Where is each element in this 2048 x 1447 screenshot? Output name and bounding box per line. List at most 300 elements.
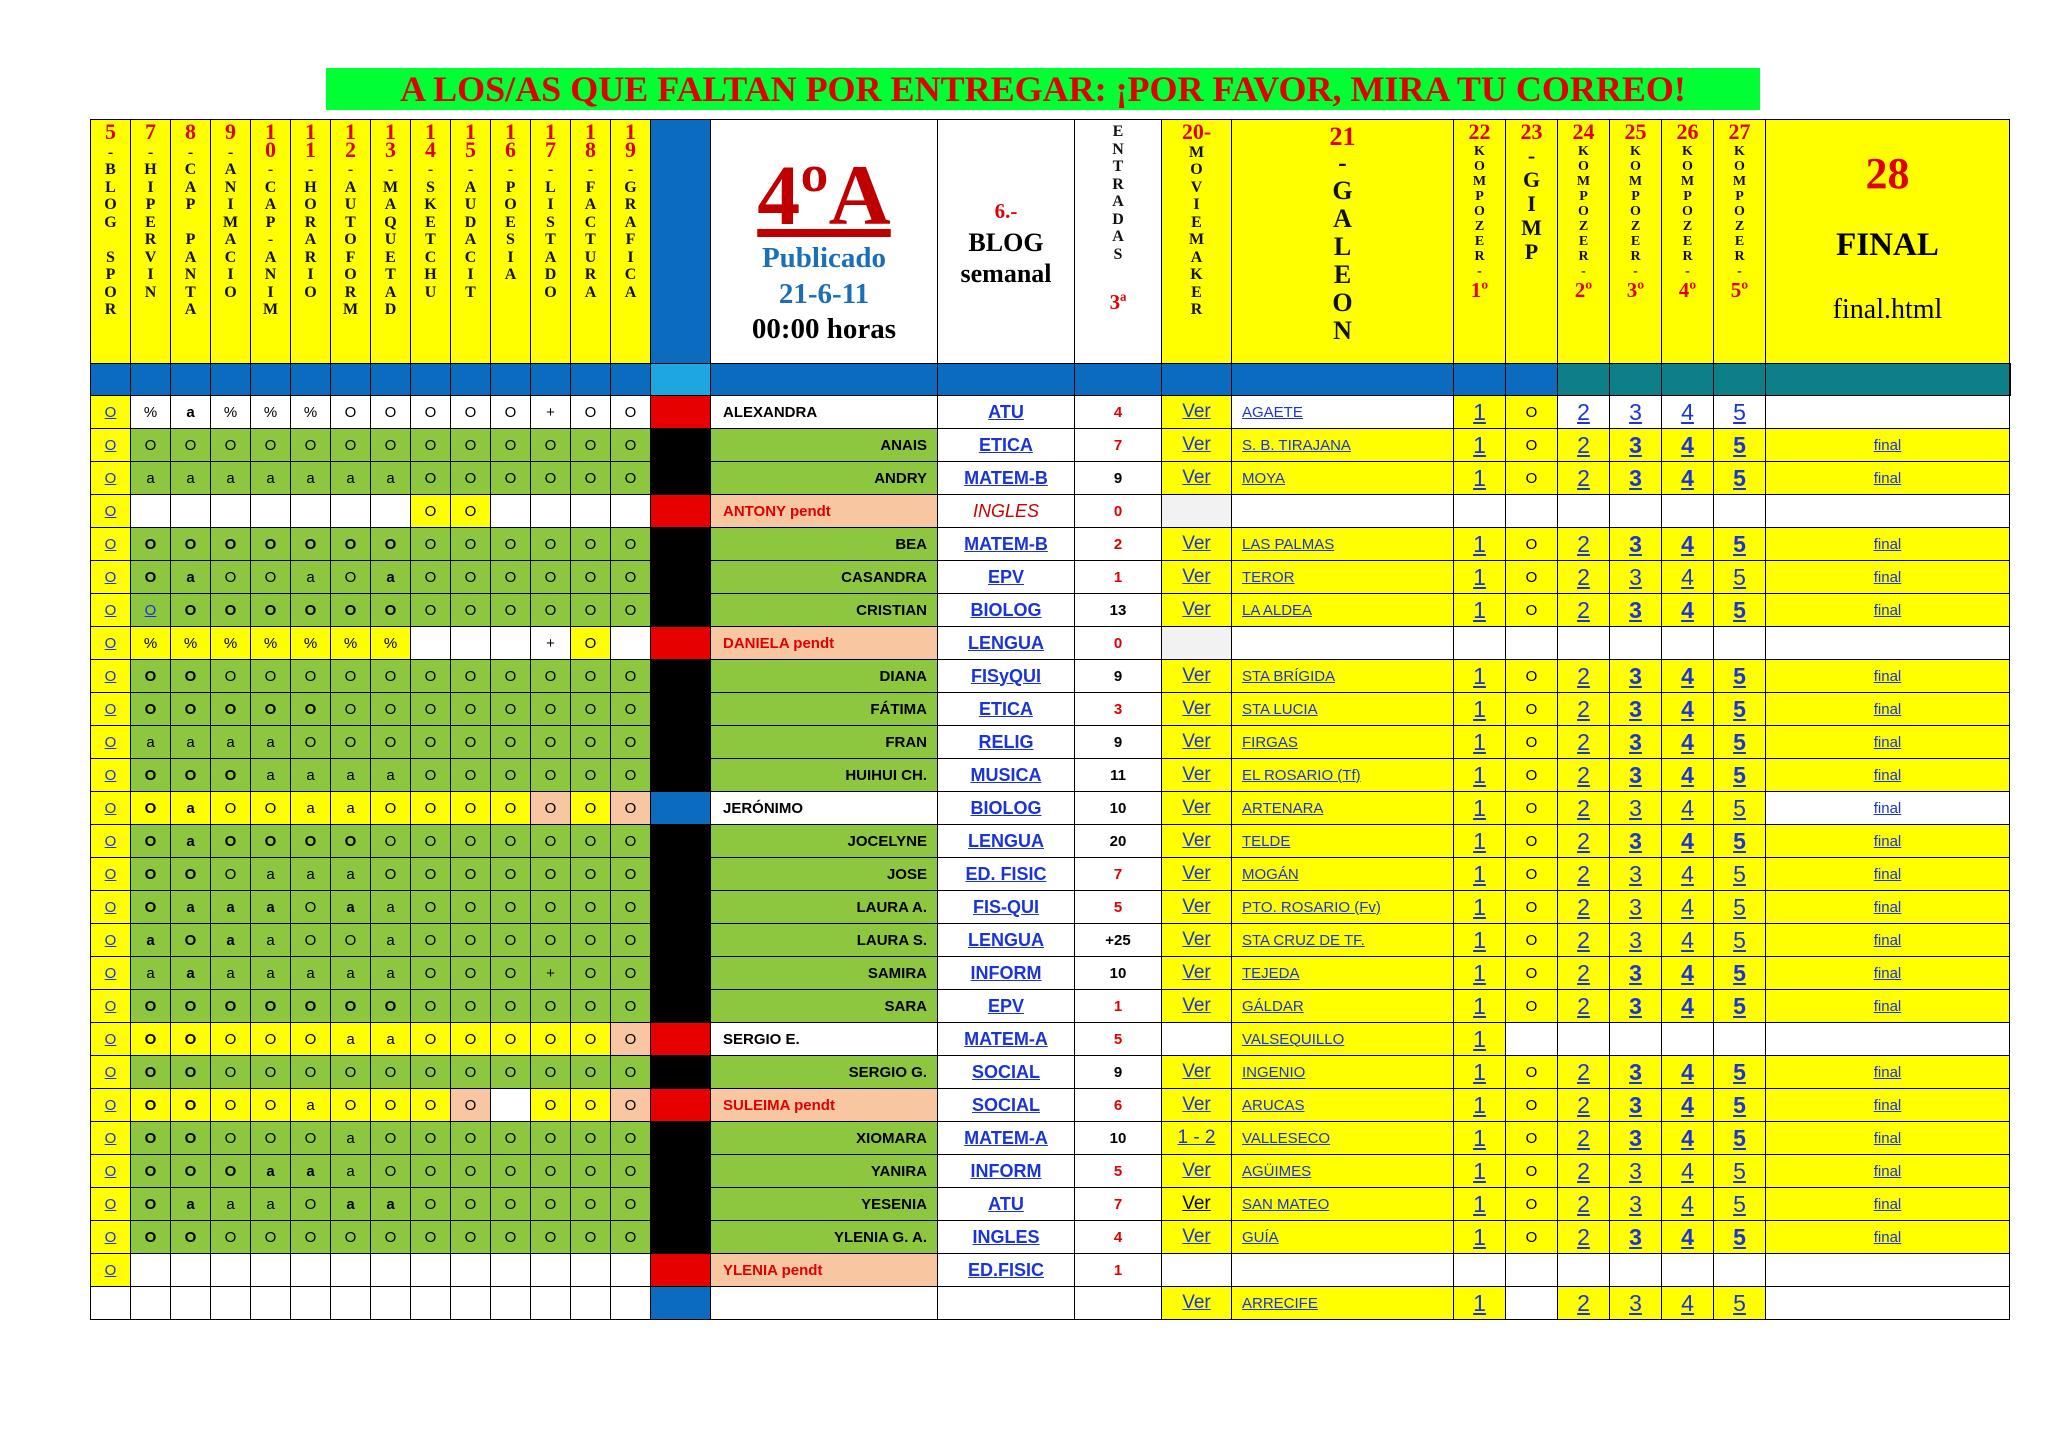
blog-subject-link[interactable] [938, 759, 1075, 792]
galeon-link[interactable]: ARRECIFE [1232, 1287, 1454, 1320]
kompozer-link[interactable] [1610, 1221, 1662, 1254]
moviemaker-link-text[interactable]: Ver [1182, 863, 1211, 884]
kompozer-link[interactable] [1714, 1122, 1766, 1155]
final-link[interactable]: final [1766, 1188, 2010, 1221]
kompozer-link[interactable] [1714, 1221, 1766, 1254]
blog-subject-text[interactable]: MATEM-A [964, 1127, 1048, 1148]
blog-subject-link[interactable] [938, 891, 1075, 924]
task-cell[interactable]: O [91, 990, 131, 1023]
kompozer-1-link-text[interactable]: 1 [1473, 1025, 1486, 1052]
blog-subject-link[interactable] [938, 1221, 1075, 1254]
kompozer-link-text[interactable]: 2 [1577, 860, 1590, 887]
kompozer-link[interactable] [1714, 1287, 1766, 1320]
kompozer-1-link[interactable] [1454, 1188, 1506, 1221]
blog-subject-link[interactable] [938, 495, 1075, 528]
kompozer-link[interactable] [1662, 1287, 1714, 1320]
kompozer-link[interactable] [1662, 726, 1714, 759]
moviemaker-link[interactable] [1162, 528, 1232, 561]
kompozer-link[interactable] [1558, 1221, 1610, 1254]
task-cell[interactable]: O [91, 1155, 131, 1188]
final-link[interactable]: final [1766, 825, 2010, 858]
kompozer-link[interactable] [1714, 660, 1766, 693]
kompozer-link-text[interactable]: 5 [1733, 827, 1746, 854]
blog-subject-link[interactable] [938, 660, 1075, 693]
kompozer-link[interactable] [1714, 1155, 1766, 1188]
moviemaker-link-text[interactable]: Ver [1182, 665, 1211, 686]
blog-subject-text[interactable]: INFORM [970, 1160, 1042, 1181]
blog-subject-text[interactable]: LENGUA [968, 929, 1044, 950]
kompozer-1-link[interactable] [1454, 990, 1506, 1023]
final-link[interactable]: final [1766, 858, 2010, 891]
moviemaker-link[interactable] [1162, 957, 1232, 990]
kompozer-link[interactable] [1558, 891, 1610, 924]
kompozer-link-text[interactable]: 5 [1733, 398, 1746, 425]
galeon-link[interactable]: ARUCAS [1232, 1089, 1454, 1122]
kompozer-link[interactable] [1662, 528, 1714, 561]
blog-subject-text[interactable]: LENGUA [968, 830, 1044, 851]
kompozer-link-text[interactable]: 3 [1629, 794, 1642, 821]
kompozer-1-link-text[interactable]: 1 [1473, 1157, 1486, 1184]
blog-subject-text[interactable]: MATEM-A [964, 1028, 1048, 1049]
kompozer-link[interactable] [1558, 1188, 1610, 1221]
kompozer-link[interactable] [1714, 957, 1766, 990]
galeon-link[interactable]: GÁLDAR [1232, 990, 1454, 1023]
task-cell[interactable]: O [91, 1023, 131, 1056]
kompozer-link-text[interactable]: 3 [1629, 563, 1642, 590]
kompozer-link[interactable] [1714, 990, 1766, 1023]
kompozer-link-text[interactable]: 4 [1681, 761, 1694, 788]
kompozer-link[interactable] [1558, 528, 1610, 561]
kompozer-1-link-text[interactable]: 1 [1473, 695, 1486, 722]
kompozer-1-link-text[interactable]: 1 [1473, 728, 1486, 755]
kompozer-link-text[interactable]: 4 [1681, 530, 1694, 557]
kompozer-link-text[interactable]: 4 [1681, 959, 1694, 986]
kompozer-link-text[interactable]: 3 [1629, 728, 1642, 755]
kompozer-1-link[interactable] [1454, 660, 1506, 693]
task-cell[interactable]: O [91, 1254, 131, 1287]
blog-subject-link[interactable] [938, 1254, 1075, 1287]
kompozer-link-text[interactable]: 5 [1733, 794, 1746, 821]
kompozer-1-link-text[interactable]: 1 [1473, 761, 1486, 788]
kompozer-link[interactable] [1558, 1122, 1610, 1155]
kompozer-link[interactable] [1610, 594, 1662, 627]
kompozer-link[interactable] [1714, 792, 1766, 825]
kompozer-link[interactable] [1662, 1122, 1714, 1155]
kompozer-link-text[interactable]: 3 [1629, 959, 1642, 986]
kompozer-1-link[interactable] [1454, 1155, 1506, 1188]
moviemaker-link[interactable] [1162, 759, 1232, 792]
kompozer-link-text[interactable]: 3 [1629, 1124, 1642, 1151]
kompozer-link-text[interactable]: 2 [1577, 893, 1590, 920]
task-cell[interactable]: O [91, 924, 131, 957]
blog-subject-text[interactable]: SOCIAL [971, 1094, 1040, 1115]
kompozer-1-link[interactable] [1454, 429, 1506, 462]
final-link[interactable]: final [1766, 891, 2010, 924]
final-link[interactable]: final [1766, 792, 2010, 825]
galeon-link[interactable]: AGAETE [1232, 396, 1454, 429]
galeon-link[interactable]: SAN MATEO [1232, 1188, 1454, 1221]
kompozer-1-link[interactable] [1454, 858, 1506, 891]
moviemaker-link-text[interactable]: Ver [1182, 1094, 1211, 1115]
kompozer-link[interactable] [1610, 792, 1662, 825]
moviemaker-link[interactable] [1162, 1221, 1232, 1254]
task-cell[interactable]: O [91, 627, 131, 660]
kompozer-1-link[interactable] [1454, 792, 1506, 825]
task-cell[interactable]: O [91, 825, 131, 858]
kompozer-link[interactable] [1610, 693, 1662, 726]
blog-subject-link[interactable] [938, 990, 1075, 1023]
moviemaker-link-text[interactable]: Ver [1182, 566, 1211, 587]
kompozer-1-link[interactable] [1454, 396, 1506, 429]
kompozer-link[interactable] [1714, 858, 1766, 891]
task-cell[interactable]: O [91, 858, 131, 891]
kompozer-1-link-text[interactable]: 1 [1473, 827, 1486, 854]
final-link[interactable]: final [1766, 726, 2010, 759]
kompozer-link[interactable] [1558, 693, 1610, 726]
kompozer-link[interactable] [1714, 429, 1766, 462]
kompozer-link[interactable] [1610, 759, 1662, 792]
final-link[interactable]: final [1766, 462, 2010, 495]
kompozer-link[interactable] [1610, 1122, 1662, 1155]
blog-subject-text[interactable]: ED.FISIC [967, 1259, 1044, 1280]
kompozer-link-text[interactable]: 2 [1577, 827, 1590, 854]
task-cell[interactable]: O [91, 561, 131, 594]
kompozer-link[interactable] [1610, 429, 1662, 462]
kompozer-link-text[interactable]: 5 [1733, 563, 1746, 590]
final-link[interactable]: final [1766, 990, 2010, 1023]
blog-subject-text[interactable]: FIS-QUI [973, 896, 1039, 917]
galeon-link[interactable]: STA LUCIA [1232, 693, 1454, 726]
kompozer-link[interactable] [1558, 1056, 1610, 1089]
moviemaker-link[interactable] [1162, 1122, 1232, 1155]
kompozer-1-link-text[interactable]: 1 [1473, 662, 1486, 689]
blog-subject-text[interactable]: MUSICA [970, 764, 1042, 785]
kompozer-link[interactable] [1662, 561, 1714, 594]
kompozer-link[interactable] [1662, 1188, 1714, 1221]
blog-subject-link[interactable] [938, 693, 1075, 726]
kompozer-link-text[interactable]: 4 [1681, 992, 1694, 1019]
kompozer-link[interactable] [1610, 528, 1662, 561]
blog-subject-link[interactable] [938, 858, 1075, 891]
kompozer-link-text[interactable]: 3 [1629, 662, 1642, 689]
galeon-link[interactable]: VALLESECO [1232, 1122, 1454, 1155]
blog-subject-link[interactable] [938, 825, 1075, 858]
kompozer-link-text[interactable]: 3 [1629, 695, 1642, 722]
blog-subject-text[interactable]: EPV [987, 566, 1025, 587]
kompozer-link[interactable] [1610, 1155, 1662, 1188]
moviemaker-link-text[interactable]: Ver [1182, 467, 1211, 488]
kompozer-1-link-text[interactable]: 1 [1473, 992, 1486, 1019]
task-cell[interactable]: O [91, 726, 131, 759]
kompozer-link-text[interactable]: 4 [1681, 860, 1694, 887]
kompozer-link[interactable] [1662, 990, 1714, 1023]
moviemaker-link-text[interactable]: Ver [1182, 1292, 1211, 1313]
blog-subject-link[interactable] [938, 528, 1075, 561]
moviemaker-link-text[interactable]: Ver [1182, 533, 1211, 554]
task-cell[interactable]: O [91, 957, 131, 990]
task-cell[interactable]: O [91, 429, 131, 462]
kompozer-1-link-text[interactable]: 1 [1473, 596, 1486, 623]
kompozer-link-text[interactable]: 4 [1681, 695, 1694, 722]
moviemaker-link[interactable] [1162, 396, 1232, 429]
kompozer-1-link[interactable] [1454, 693, 1506, 726]
kompozer-link-text[interactable]: 5 [1733, 1058, 1746, 1085]
moviemaker-link-text[interactable]: Ver [1182, 599, 1211, 620]
moviemaker-link[interactable] [1162, 561, 1232, 594]
kompozer-link[interactable] [1714, 924, 1766, 957]
kompozer-link[interactable] [1558, 462, 1610, 495]
moviemaker-link-text[interactable]: Ver [1182, 401, 1211, 422]
kompozer-link-text[interactable]: 4 [1681, 926, 1694, 953]
task-cell[interactable]: O [91, 1089, 131, 1122]
kompozer-link-text[interactable]: 2 [1577, 959, 1590, 986]
kompozer-link-text[interactable]: 4 [1681, 398, 1694, 425]
kompozer-1-link[interactable] [1454, 1056, 1506, 1089]
kompozer-link[interactable] [1714, 396, 1766, 429]
task-cell[interactable]: O [91, 792, 131, 825]
task-cell[interactable]: O [91, 462, 131, 495]
blog-subject-link[interactable] [938, 1023, 1075, 1056]
blog-subject-text[interactable]: ATU [988, 401, 1024, 422]
task-cell[interactable]: O [91, 495, 131, 528]
kompozer-link-text[interactable]: 2 [1577, 794, 1590, 821]
kompozer-link[interactable] [1558, 792, 1610, 825]
galeon-link[interactable]: TELDE [1232, 825, 1454, 858]
kompozer-link[interactable] [1662, 792, 1714, 825]
kompozer-link[interactable] [1662, 693, 1714, 726]
blog-subject-text[interactable]: LENGUA [968, 632, 1044, 653]
kompozer-link[interactable] [1662, 462, 1714, 495]
moviemaker-link-text[interactable]: Ver [1182, 764, 1211, 785]
task-cell[interactable]: O [91, 693, 131, 726]
kompozer-link-text[interactable]: 4 [1681, 827, 1694, 854]
kompozer-link[interactable] [1558, 858, 1610, 891]
kompozer-link[interactable] [1558, 990, 1610, 1023]
moviemaker-link[interactable] [1162, 792, 1232, 825]
kompozer-link-text[interactable]: 5 [1733, 596, 1746, 623]
kompozer-link-text[interactable]: 5 [1733, 431, 1746, 458]
blog-subject-text[interactable]: BIOLOG [970, 797, 1042, 818]
moviemaker-link[interactable] [1162, 594, 1232, 627]
kompozer-link-text[interactable]: 4 [1681, 794, 1694, 821]
galeon-link[interactable]: LAS PALMAS [1232, 528, 1454, 561]
moviemaker-link-text[interactable]: Ver [1182, 731, 1211, 752]
kompozer-link-text[interactable]: 4 [1681, 893, 1694, 920]
kompozer-link[interactable] [1714, 726, 1766, 759]
blog-subject-text[interactable]: ATU [988, 1193, 1024, 1214]
blog-subject-text[interactable]: ED. FISIC [965, 863, 1047, 884]
kompozer-link-text[interactable]: 2 [1577, 992, 1590, 1019]
kompozer-link-text[interactable]: 3 [1629, 464, 1642, 491]
task-cell[interactable]: O [91, 1188, 131, 1221]
kompozer-link[interactable] [1662, 759, 1714, 792]
kompozer-1-link-text[interactable]: 1 [1473, 1124, 1486, 1151]
kompozer-link[interactable] [1662, 1089, 1714, 1122]
kompozer-1-link[interactable] [1454, 594, 1506, 627]
kompozer-link[interactable] [1610, 924, 1662, 957]
kompozer-link[interactable] [1558, 561, 1610, 594]
kompozer-link-text[interactable]: 2 [1577, 1190, 1590, 1217]
kompozer-link-text[interactable]: 5 [1733, 926, 1746, 953]
kompozer-link-text[interactable]: 2 [1577, 1091, 1590, 1118]
kompozer-link[interactable] [1714, 1188, 1766, 1221]
moviemaker-link[interactable] [1162, 1056, 1232, 1089]
kompozer-link[interactable] [1558, 759, 1610, 792]
moviemaker-link[interactable] [1162, 462, 1232, 495]
kompozer-link[interactable] [1662, 858, 1714, 891]
kompozer-link-text[interactable]: 5 [1733, 893, 1746, 920]
blog-subject-link[interactable] [938, 594, 1075, 627]
blog-subject-link[interactable] [938, 1122, 1075, 1155]
kompozer-link-text[interactable]: 3 [1629, 1157, 1642, 1184]
moviemaker-link[interactable] [1162, 726, 1232, 759]
moviemaker-link[interactable] [1162, 924, 1232, 957]
galeon-link[interactable]: STA BRÍGIDA [1232, 660, 1454, 693]
kompozer-link-text[interactable]: 2 [1577, 1124, 1590, 1151]
kompozer-link-text[interactable]: 3 [1629, 398, 1642, 425]
kompozer-1-link-text[interactable]: 1 [1473, 398, 1486, 425]
galeon-link[interactable]: TEJEDA [1232, 957, 1454, 990]
kompozer-link-text[interactable]: 2 [1577, 761, 1590, 788]
task-cell[interactable]: O [91, 528, 131, 561]
kompozer-link[interactable] [1610, 561, 1662, 594]
kompozer-link-text[interactable]: 5 [1733, 1223, 1746, 1250]
kompozer-link[interactable] [1662, 429, 1714, 462]
blog-subject-text[interactable]: SOCIAL [971, 1061, 1040, 1082]
kompozer-link[interactable] [1610, 1287, 1662, 1320]
kompozer-link-text[interactable]: 5 [1733, 959, 1746, 986]
kompozer-link[interactable] [1558, 594, 1610, 627]
kompozer-link[interactable] [1662, 1056, 1714, 1089]
moviemaker-link[interactable] [1162, 1089, 1232, 1122]
kompozer-1-link-text[interactable]: 1 [1473, 1058, 1486, 1085]
kompozer-link-text[interactable]: 5 [1733, 1190, 1746, 1217]
kompozer-link-text[interactable]: 2 [1577, 662, 1590, 689]
kompozer-1-link[interactable] [1454, 957, 1506, 990]
kompozer-1-link[interactable] [1454, 1287, 1506, 1320]
kompozer-link[interactable] [1662, 825, 1714, 858]
kompozer-link-text[interactable]: 4 [1681, 1157, 1694, 1184]
blog-subject-text[interactable]: INFORM [970, 962, 1042, 983]
kompozer-link[interactable] [1558, 726, 1610, 759]
kompozer-link[interactable] [1610, 726, 1662, 759]
kompozer-link[interactable] [1714, 1056, 1766, 1089]
kompozer-link-text[interactable]: 5 [1733, 695, 1746, 722]
kompozer-1-link-text[interactable]: 1 [1473, 431, 1486, 458]
task-cell[interactable]: O [91, 759, 131, 792]
kompozer-link-text[interactable]: 4 [1681, 1223, 1694, 1250]
kompozer-link-text[interactable]: 5 [1733, 1091, 1746, 1118]
kompozer-link-text[interactable]: 4 [1681, 1058, 1694, 1085]
kompozer-link-text[interactable]: 2 [1577, 1058, 1590, 1085]
moviemaker-link[interactable] [1162, 1155, 1232, 1188]
kompozer-link[interactable] [1610, 1089, 1662, 1122]
moviemaker-link[interactable] [1162, 858, 1232, 891]
final-link[interactable]: final [1766, 561, 2010, 594]
kompozer-link-text[interactable]: 2 [1577, 431, 1590, 458]
kompozer-link-text[interactable]: 2 [1577, 695, 1590, 722]
final-link[interactable]: final [1766, 429, 2010, 462]
kompozer-link-text[interactable]: 4 [1681, 1190, 1694, 1217]
kompozer-link-text[interactable]: 5 [1733, 464, 1746, 491]
blog-subject-link[interactable] [938, 1188, 1075, 1221]
blog-subject-link[interactable] [938, 627, 1075, 660]
galeon-link[interactable]: INGENIO [1232, 1056, 1454, 1089]
kompozer-1-link[interactable] [1454, 561, 1506, 594]
galeon-link[interactable]: EL ROSARIO (Tf) [1232, 759, 1454, 792]
kompozer-link[interactable] [1662, 1221, 1714, 1254]
kompozer-1-link-text[interactable]: 1 [1473, 860, 1486, 887]
kompozer-link-text[interactable]: 2 [1577, 464, 1590, 491]
final-link[interactable]: final [1766, 528, 2010, 561]
kompozer-link-text[interactable]: 3 [1629, 992, 1642, 1019]
blog-subject-link[interactable] [938, 957, 1075, 990]
kompozer-1-link-text[interactable]: 1 [1473, 1223, 1486, 1250]
kompozer-link-text[interactable]: 4 [1681, 563, 1694, 590]
kompozer-link[interactable] [1610, 1188, 1662, 1221]
kompozer-link-text[interactable]: 4 [1681, 1289, 1694, 1316]
moviemaker-link[interactable] [1162, 825, 1232, 858]
kompozer-link-text[interactable]: 3 [1629, 1190, 1642, 1217]
kompozer-link[interactable] [1610, 1056, 1662, 1089]
kompozer-link[interactable] [1714, 891, 1766, 924]
kompozer-link[interactable] [1714, 825, 1766, 858]
kompozer-link[interactable] [1610, 825, 1662, 858]
kompozer-link-text[interactable]: 3 [1629, 893, 1642, 920]
final-link[interactable]: final [1766, 1089, 2010, 1122]
blog-subject-link[interactable] [938, 429, 1075, 462]
moviemaker-link[interactable] [1162, 660, 1232, 693]
moviemaker-link[interactable] [1162, 429, 1232, 462]
kompozer-link-text[interactable]: 2 [1577, 398, 1590, 425]
kompozer-link[interactable] [1662, 1155, 1714, 1188]
kompozer-link-text[interactable]: 3 [1629, 827, 1642, 854]
kompozer-link[interactable] [1610, 462, 1662, 495]
galeon-link[interactable]: TEROR [1232, 561, 1454, 594]
kompozer-link-text[interactable]: 3 [1629, 1091, 1642, 1118]
final-link[interactable]: final [1766, 693, 2010, 726]
blog-subject-text[interactable]: ETICA [979, 434, 1033, 455]
moviemaker-link-text[interactable]: Ver [1182, 434, 1211, 455]
kompozer-link[interactable] [1610, 660, 1662, 693]
kompozer-link-text[interactable]: 4 [1681, 596, 1694, 623]
kompozer-link-text[interactable]: 3 [1629, 1223, 1642, 1250]
kompozer-1-link-text[interactable]: 1 [1473, 959, 1486, 986]
kompozer-link-text[interactable]: 2 [1577, 563, 1590, 590]
galeon-link[interactable]: STA CRUZ DE TF. [1232, 924, 1454, 957]
kompozer-1-link[interactable] [1454, 1023, 1506, 1056]
kompozer-link[interactable] [1558, 957, 1610, 990]
task-cell[interactable]: O [91, 1122, 131, 1155]
kompozer-1-link-text[interactable]: 1 [1473, 1289, 1486, 1316]
blog-subject-link[interactable] [938, 1089, 1075, 1122]
moviemaker-link[interactable] [1162, 990, 1232, 1023]
kompozer-1-link[interactable] [1454, 462, 1506, 495]
kompozer-link-text[interactable]: 5 [1733, 1124, 1746, 1151]
kompozer-link-text[interactable]: 4 [1681, 1091, 1694, 1118]
kompozer-link[interactable] [1558, 1089, 1610, 1122]
kompozer-link[interactable] [1662, 891, 1714, 924]
galeon-link[interactable]: AGÜIMES [1232, 1155, 1454, 1188]
kompozer-link-text[interactable]: 4 [1681, 431, 1694, 458]
blog-subject-text[interactable]: ETICA [979, 698, 1033, 719]
task-cell[interactable]: O [91, 1221, 131, 1254]
blog-subject-link[interactable] [938, 462, 1075, 495]
moviemaker-link-text[interactable]: 1 - 2 [1177, 1127, 1216, 1148]
final-link[interactable]: final [1766, 1221, 2010, 1254]
kompozer-1-link[interactable] [1454, 891, 1506, 924]
blog-subject-text[interactable]: MATEM-B [964, 533, 1048, 554]
